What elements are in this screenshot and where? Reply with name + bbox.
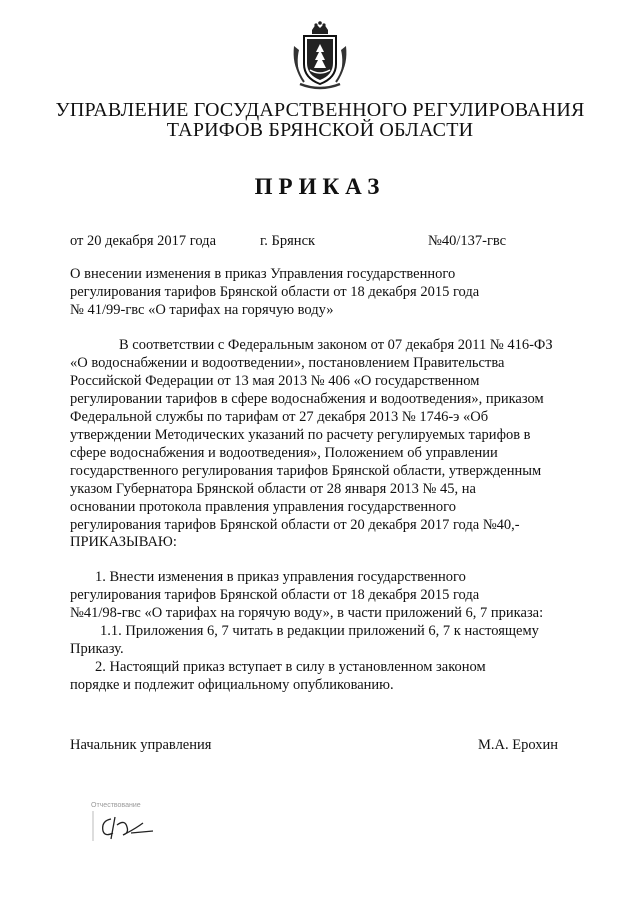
coat-of-arms-icon: [290, 20, 350, 92]
preamble-line: основании протокола правления управления государственного: [70, 499, 457, 515]
preamble-line: «О водоснабжении и водоотведении», постановлением Правительства: [70, 355, 505, 371]
preamble-line: государственного регулирования тарифов Брянской области, утвержденным: [70, 463, 542, 479]
handwritten-signature: [83, 795, 163, 847]
preamble-line: утверждении Методических указаний по расчету регулируемых тарифов в: [70, 427, 531, 443]
order-keyword: ПРИКАЗЫВАЮ:: [70, 534, 177, 550]
document-title: ПРИКАЗ: [254, 174, 386, 199]
item-line: №41/98-гвс «О тарифах на горячую воду», в части приложений 6, 7 приказа:: [70, 605, 544, 621]
organization-name-line1: УПРАВЛЕНИЕ ГОСУДАРСТВЕННОГО РЕГУЛИРОВАНИЯ: [55, 99, 585, 121]
preamble-line: сфере водоснабжения и водоотведения», Положением об управлении: [70, 445, 498, 461]
svg-text:Отчествование: Отчествование: [91, 802, 141, 809]
order-date: от 20 декабря 2017 года: [70, 233, 216, 249]
item-line: 2. Настоящий приказ вступает в силу в установленном законом: [95, 659, 486, 675]
item-line: порядке и подлежит официальному опубликованию.: [70, 677, 394, 693]
item-line: Приказу.: [70, 641, 124, 657]
order-number: №40/137-гвс: [428, 233, 507, 249]
preamble-line: регулировании тарифов в сфере водоснабжения и водоотведения», приказом: [70, 391, 544, 407]
preamble-line: указом Губернатора Брянской области от 28 января 2013 № 45, на: [70, 481, 476, 497]
subject-line: регулирования тарифов Брянской области от 18 декабря 2015 года: [70, 284, 480, 300]
signatory-position: Начальник управления: [70, 737, 212, 753]
item-line: 1. Внести изменения в приказ управления государственного: [95, 569, 466, 585]
item-line: регулирования тарифов Брянской области от 18 декабря 2015 года: [70, 587, 480, 603]
order-city: г. Брянск: [260, 233, 316, 249]
preamble-line: Российской Федерации от 13 мая 2013 № 406 «О государственном: [70, 373, 480, 389]
organization-name-line2: ТАРИФОВ БРЯНСКОЙ ОБЛАСТИ: [166, 119, 474, 141]
item-line: 1.1. Приложения 6, 7 читать в редакции приложений 6, 7 к настоящему: [100, 623, 539, 639]
preamble-line: Федеральной службы по тарифам от 27 декабря 2013 № 1746-э «Об: [70, 409, 489, 425]
subject-line: О внесении изменения в приказ Управления государственного: [70, 266, 456, 282]
subject-line: № 41/99-гвс «О тарифах на горячую воду»: [70, 302, 334, 318]
preamble-line: В соответствии с Федеральным законом от 07 декабря 2011 № 416-ФЗ: [119, 337, 553, 353]
signatory-name: М.А. Ерохин: [478, 737, 559, 753]
preamble-line: регулирования тарифов Брянской области от 20 декабря 2017 года №40,-: [70, 517, 520, 533]
